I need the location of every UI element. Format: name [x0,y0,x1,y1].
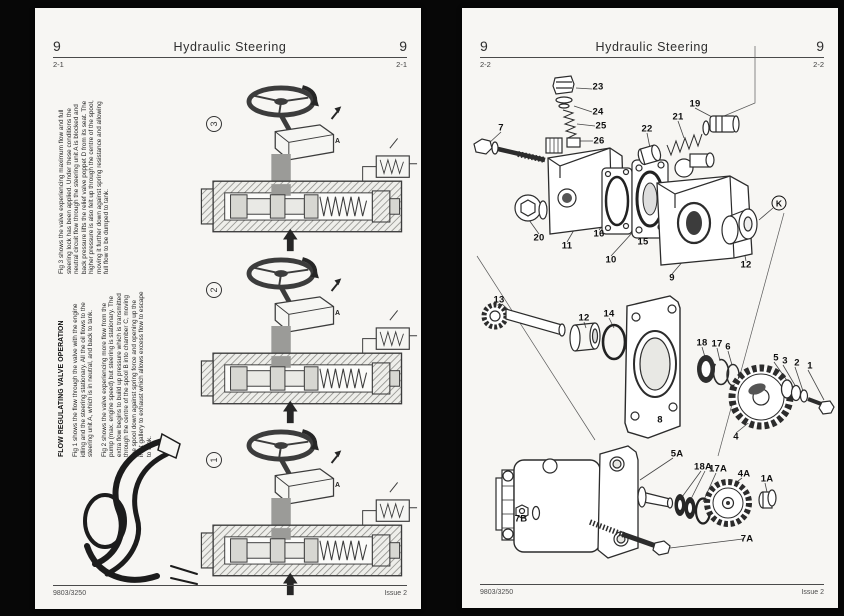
pump-parts [496,446,776,558]
callout-19: 19 [689,98,701,110]
page-code-right: 2-1 [396,60,407,69]
valve-block-parts [474,76,757,265]
svg-text:A: A [335,482,341,489]
callout-14: 14 [603,308,615,320]
figure-number-3: 3 [206,116,222,132]
callout-1: 1 [807,360,813,372]
callout-22: 22 [641,123,653,135]
callout-5: 5 [773,352,779,364]
svg-text:A: A [335,138,341,145]
section-number-left: 9 [53,38,61,54]
callout-9: 9 [669,272,675,284]
manual-page-right [462,8,838,608]
page-title: Hydraulic Steering [595,40,709,54]
hose-routing-sketch [85,434,197,584]
issue-number: Issue 2 [801,589,824,596]
callout-4: 4 [733,431,739,443]
left-page-footer [53,585,407,597]
callout-18A: 18A [693,461,713,473]
section-number-right: 9 [399,38,407,54]
issue-number: Issue 2 [384,590,407,597]
paragraph-fig2: Fig 2 shows the valve experiencing more flow from the pump (max. engine speed) but steering is stationary. The extra flow begins to build up pressure which is transmitted through the centre of the spool B into chamber C, moving the spool down against spring force and opening up the inlet gallery to exhaust which allows excess flow to escape to tank. [100,291,153,457]
manual-page-left [35,8,421,609]
page-title: Hydraulic Steering [173,40,287,54]
callout-21: 21 [672,111,684,123]
callout-26: 26 [593,135,605,147]
valve-diagrams-illustration [35,8,421,609]
svg-text:A: A [335,310,341,317]
figure-1-diagram [201,431,417,595]
callout-12: 12 [740,259,752,271]
callout-10: 10 [605,254,617,266]
callout-5A: 5A [670,448,684,460]
section-heading: FLOW REGULATING VALVE OPERATION [58,320,65,457]
callout-K: K [772,196,787,211]
callout-7A: 7A [740,533,754,545]
callout-6: 6 [725,341,731,353]
callout-25: 25 [595,120,607,132]
page-code-right: 2-2 [813,60,824,69]
callout-4A: 4A [737,468,751,480]
page-code-left: 2-1 [53,60,64,69]
callout-15: 15 [637,236,649,248]
callout-18: 18 [696,337,708,349]
right-page-footer [480,584,824,596]
callout-7B: 7B [514,513,528,525]
callout-17A: 17A [708,463,728,475]
page-code-left: 2-2 [480,60,491,69]
section-number-left: 9 [480,38,488,54]
section-number-right: 9 [816,38,824,54]
callout-20: 20 [533,232,545,244]
callout-23: 23 [592,81,604,93]
callout-7: 7 [498,122,504,134]
callout-24: 24 [592,106,604,118]
figure-number-2: 2 [206,282,222,298]
callout-3: 3 [782,355,788,367]
paragraph-fig3: Fig 3 shows the valve experiencing maximum flow and full steering lock has been applied. Under these conditions the neutral circuit flow through the steering unit A is blocked and back pressure lifts the relief valve poppet D from its seat. The higher pressure is also felt up through the centre of the spool, moving it further down against spring resistance and allowing full flow to be dumped to tank. [58,100,111,274]
paragraph-fig1: Fig 1 shows the flow through the valve with the engine idling and the steering stationary. All the oil flows to the steering unit A, which is in neutral, and back to tank. [72,302,95,457]
doc-number: 9803/3250 [480,589,514,596]
callout-16: 16 [593,228,605,240]
figure-2-diagram [201,259,417,423]
figure-3-diagram [201,87,417,251]
callout-1A: 1A [760,473,774,485]
doc-number: 9803/3250 [53,590,87,597]
figure-number-1: 1 [206,452,222,468]
callout-12b: 12 [578,312,590,324]
callout-2: 2 [794,357,800,369]
callout-17: 17 [711,338,723,350]
callout-13: 13 [493,294,505,306]
callout-11: 11 [561,240,573,252]
callout-8: 8 [657,414,663,426]
